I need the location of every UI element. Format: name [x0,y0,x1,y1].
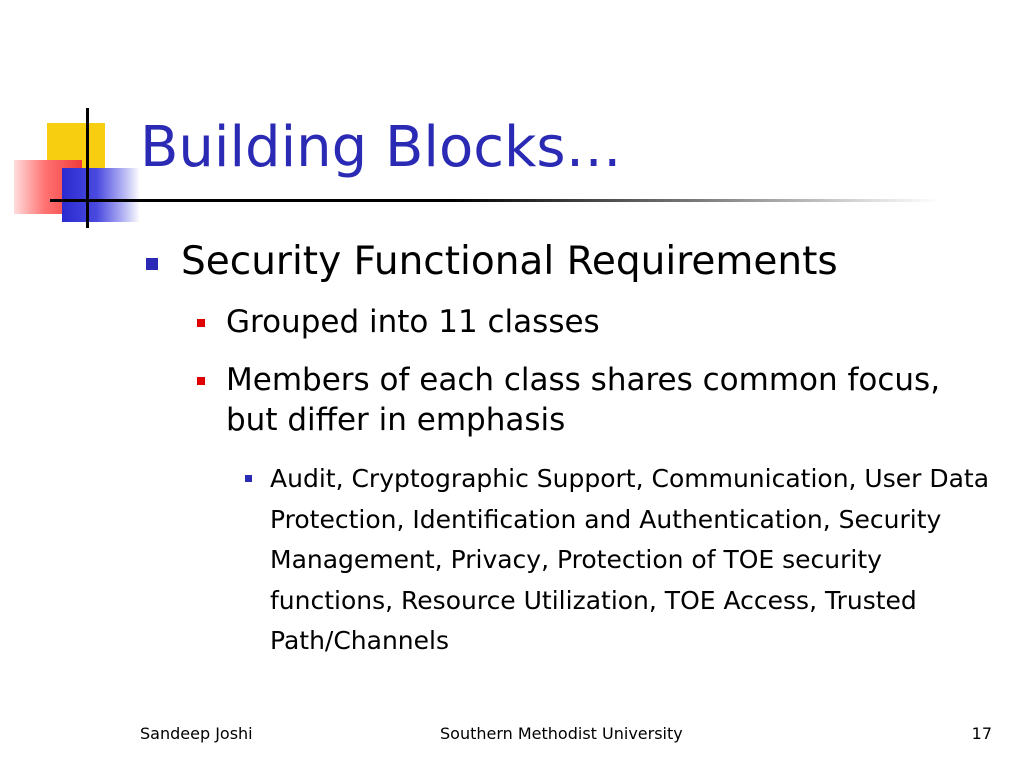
vertical-rule [86,108,89,228]
bullet-text: Security Functional Requirements [181,239,838,284]
decorative-squares-logo [0,0,140,240]
slide-title: Building Blocks… [140,115,622,180]
title-underline-rule [50,199,940,202]
square-bullet-icon [197,377,205,385]
square-bullet-icon [245,475,252,482]
footer-organization: Southern Methodist University [440,724,683,743]
bullet-level2 [197,302,997,342]
square-bullet-icon [146,258,158,270]
footer-author: Sandeep Joshi [140,724,253,743]
bullet-level3 [245,459,1005,662]
page-number: 17 [971,724,992,743]
bullet-level2 [197,360,967,440]
square-bullet-icon [197,319,205,327]
blue-square [62,168,140,222]
bullet-text: Audit, Cryptographic Support, Communication, User Data Protection, Identification and Authentication, Security Management, Privacy, Protection of TOE security functions, Resource Utilization, TOE Access, Trusted Path/Channels [270,464,990,655]
bullet-text: Members of each class shares common focus, but differ in emphasis [226,362,941,438]
bullet-level1 [146,238,1006,286]
bullet-text: Grouped into 11 classes [226,304,600,340]
